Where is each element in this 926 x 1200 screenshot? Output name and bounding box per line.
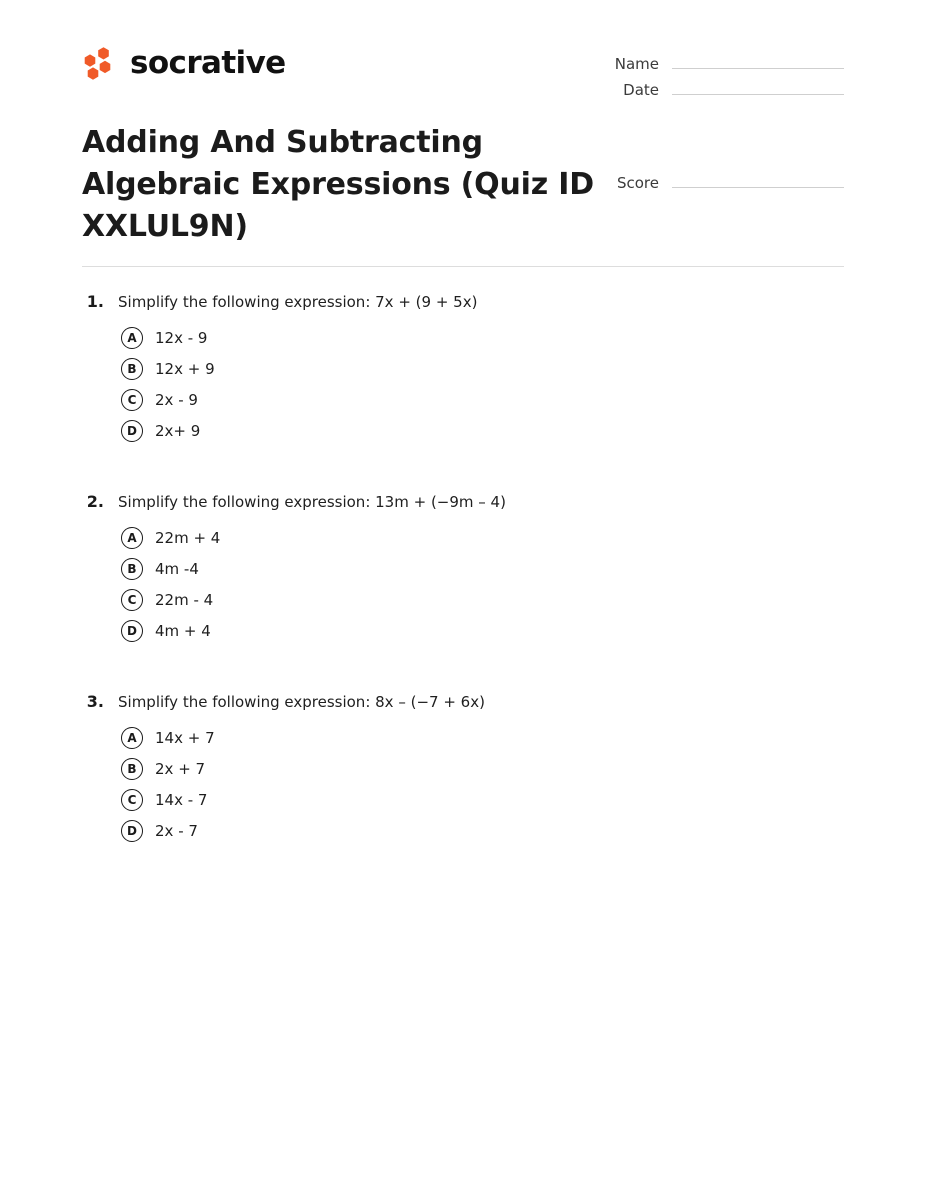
choice-label: 4m -4 <box>155 559 199 578</box>
header-divider <box>82 266 844 267</box>
choice-label: 22m + 4 <box>155 528 221 547</box>
choice-label: 14x - 7 <box>155 790 208 809</box>
choice-bubble-a[interactable]: A <box>121 527 143 549</box>
question-heading <box>82 492 844 513</box>
choice-label: 2x - 9 <box>155 390 198 409</box>
question-number: 2. <box>86 492 104 511</box>
brand-logo <box>82 46 286 80</box>
choice-label: 22m - 4 <box>155 590 214 609</box>
question-block <box>82 292 844 446</box>
choice-bubble-b[interactable]: B <box>121 758 143 780</box>
question-block <box>82 692 844 846</box>
choice-option[interactable] <box>82 722 844 753</box>
student-meta-fields <box>544 55 844 107</box>
choice-label: 12x + 9 <box>155 359 215 378</box>
question-text: Simplify the following expression: 7x + (9 + 5x) <box>118 293 478 311</box>
name-field-input-line[interactable] <box>672 67 844 69</box>
question-heading <box>82 692 844 713</box>
choice-bubble-a[interactable]: A <box>121 727 143 749</box>
choice-option[interactable] <box>82 584 844 615</box>
choice-option[interactable] <box>82 384 844 415</box>
score-field-row <box>617 174 844 192</box>
choice-option[interactable] <box>82 753 844 784</box>
score-field-input-line[interactable] <box>672 186 844 188</box>
choice-bubble-d[interactable]: D <box>121 820 143 842</box>
choice-option[interactable] <box>82 522 844 553</box>
page-title: Adding And Subtracting Algebraic Expressions (Quiz ID XXLUL9N) <box>82 125 594 244</box>
brand-wordmark: socrative <box>130 44 286 81</box>
name-field-row <box>544 55 844 73</box>
choice-bubble-c[interactable]: C <box>121 789 143 811</box>
choice-option[interactable] <box>82 322 844 353</box>
choice-option[interactable] <box>82 353 844 384</box>
page-header <box>82 46 844 106</box>
choice-bubble-a[interactable]: A <box>121 327 143 349</box>
question-block <box>82 492 844 646</box>
choice-bubble-b[interactable]: B <box>121 558 143 580</box>
choice-option[interactable] <box>82 815 844 846</box>
question-text: Simplify the following expression: 8x – (−7 + 6x) <box>118 693 485 711</box>
choice-bubble-c[interactable]: C <box>121 389 143 411</box>
questions-list <box>82 292 844 892</box>
date-field-row <box>544 81 844 99</box>
name-field-label: Name <box>614 55 659 73</box>
question-number: 1. <box>86 292 104 311</box>
choice-bubble-d[interactable]: D <box>121 620 143 642</box>
choice-label: 14x + 7 <box>155 728 215 747</box>
choice-option[interactable] <box>82 784 844 815</box>
choice-label: 2x+ 9 <box>155 421 201 440</box>
socrative-hexagon-logo-icon <box>82 46 116 80</box>
choice-option[interactable] <box>82 553 844 584</box>
quiz-title-block <box>82 122 622 248</box>
choice-label: 4m + 4 <box>155 621 211 640</box>
choice-bubble-d[interactable]: D <box>121 420 143 442</box>
choice-option[interactable] <box>82 415 844 446</box>
choice-label: 12x - 9 <box>155 328 208 347</box>
choice-option[interactable] <box>82 615 844 646</box>
question-text: Simplify the following expression: 13m + (−9m – 4) <box>118 493 506 511</box>
date-field-input-line[interactable] <box>672 93 844 95</box>
choice-label: 2x + 7 <box>155 759 206 778</box>
choice-bubble-c[interactable]: C <box>121 589 143 611</box>
date-field-label: Date <box>623 81 659 99</box>
score-field-label: Score <box>616 174 659 192</box>
choice-bubble-b[interactable]: B <box>121 358 143 380</box>
question-number: 3. <box>86 692 104 711</box>
choice-label: 2x - 7 <box>155 821 198 840</box>
question-heading <box>82 292 844 313</box>
